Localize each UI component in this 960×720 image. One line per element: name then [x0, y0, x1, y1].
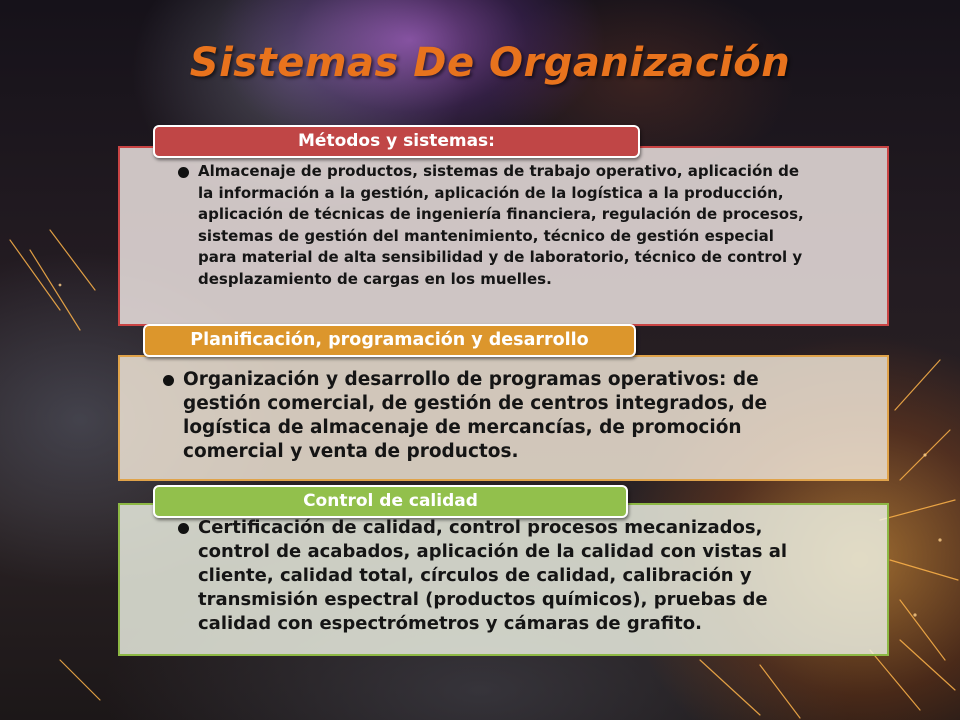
section-list-quality — [176, 516, 836, 636]
slide-title: Sistemas De Organización — [189, 40, 791, 86]
section-list-methods — [176, 161, 816, 290]
section-list-planning — [161, 368, 781, 464]
list-item: Almacenaje de productos, sistemas de trabajo operativo, aplicación de la información a la gestión, aplicación de la logística a la producción, aplicación de técnicas de ingeniería financiera, regulación de procesos, sistemas de gestión del mantenimiento, técnico de gestión especial para material de alta sensibilidad y de laboratorio, técnico de control y desplazamiento de cargas en los muelles. — [176, 161, 816, 290]
list-item: Certificación de calidad, control procesos mecanizados, control de acabados, aplicación de la calidad con vistas al cliente, calidad total, círculos de calidad, calibración y transmisión espectral (productos químicos), pruebas de calidad con espectrómetros y cámaras de grafito. — [176, 516, 836, 636]
list-item: Organización y desarrollo de programas operativos: de gestión comercial, de gestión de centros integrados, de logística de almacenaje de mercancías, de promoción comercial y venta de productos. — [161, 368, 781, 464]
section-heading-quality: Control de calidad — [153, 485, 628, 518]
section-heading-methods: Métodos y sistemas: — [153, 125, 640, 158]
section-heading-planning: Planificación, programación y desarrollo — [143, 324, 636, 357]
